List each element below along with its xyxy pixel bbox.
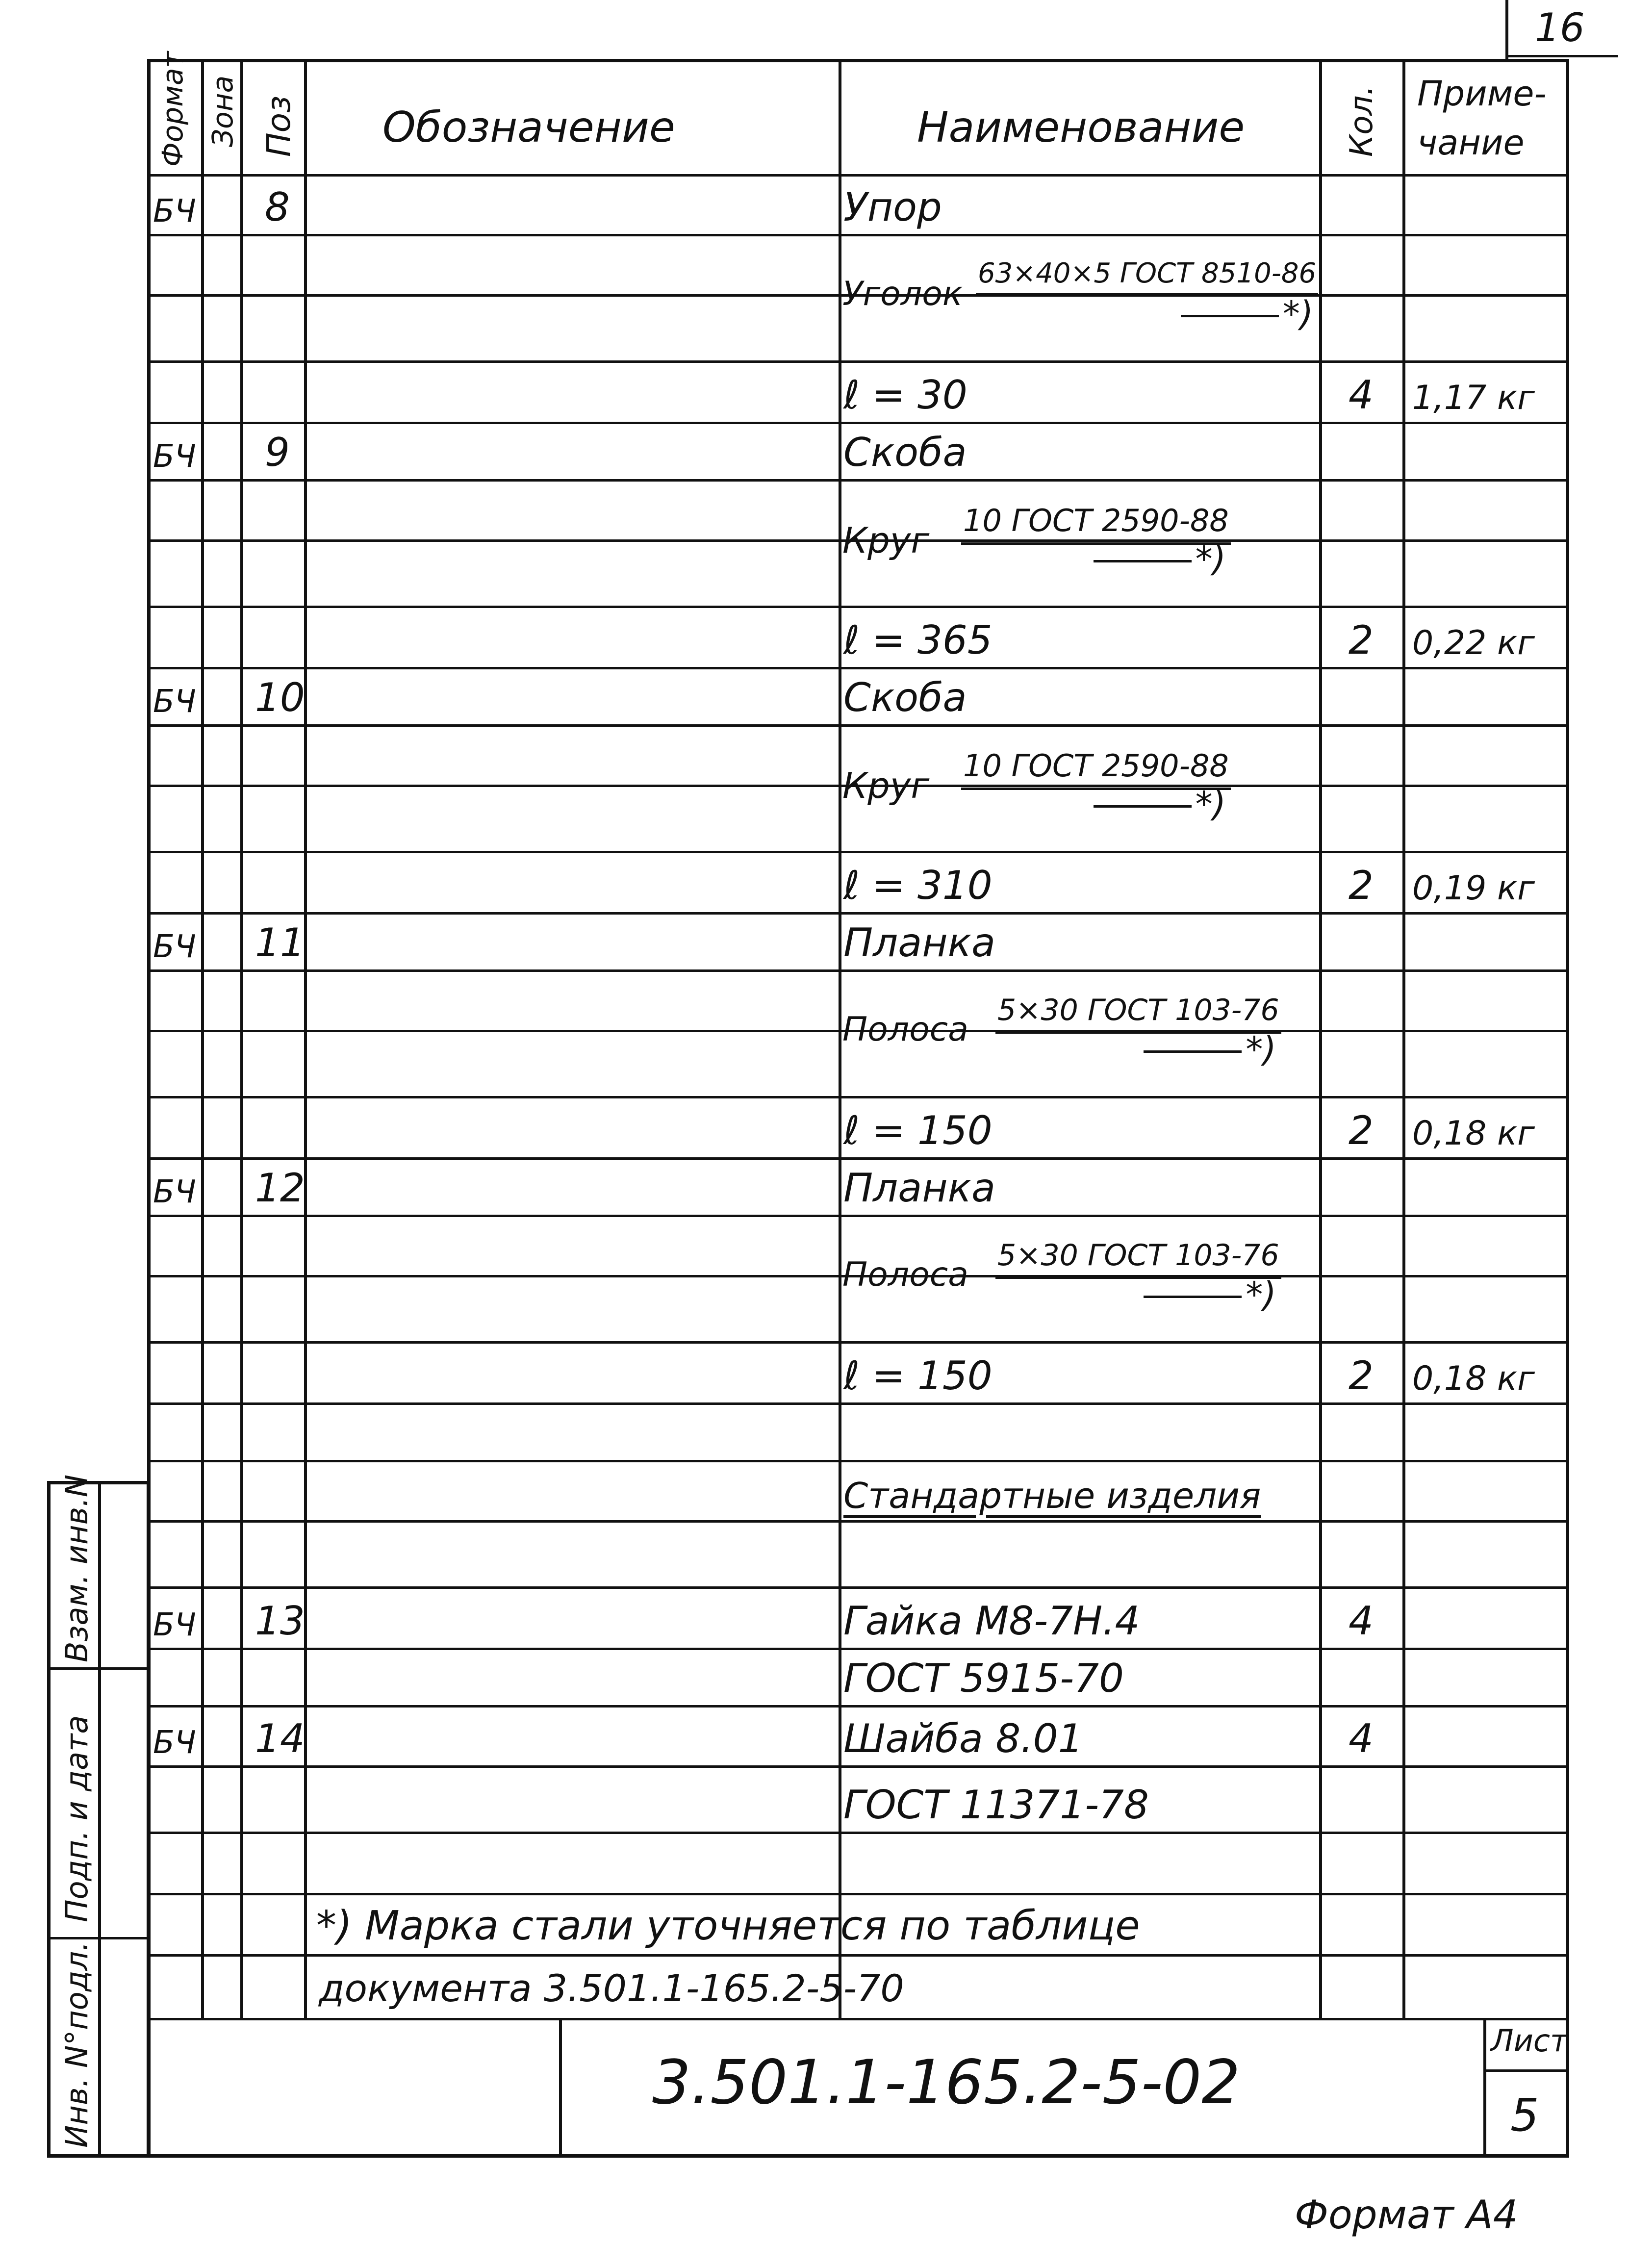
row-17-name: Гайка М8-7Н.4 — [843, 1598, 1140, 1644]
corner-divider — [1505, 0, 1508, 59]
row-line — [147, 234, 1569, 236]
row-19-pos: 14 — [255, 1716, 305, 1761]
header-format: Формат — [156, 51, 189, 167]
row-line — [147, 360, 1569, 363]
row-13-format: БЧ — [153, 1174, 196, 1210]
row-line — [147, 479, 1569, 482]
row-19-name: Шайба 8.01 — [843, 1716, 1083, 1761]
row-3-qty: 4 — [1349, 372, 1374, 418]
row-11-name-prefix: Полоса — [842, 1010, 968, 1049]
margin-divider-v — [98, 1481, 101, 2158]
row-17-qty: 4 — [1349, 1598, 1374, 1644]
row-line — [147, 1893, 1569, 1895]
row-8-name-numerator: 10 ГОСТ 2590-88 — [961, 748, 1231, 790]
footnote-line1: *) Марка стали уточняется по таблице — [316, 1903, 1140, 1949]
row-5-name-fraction — [961, 503, 1231, 579]
row-line — [147, 1520, 1569, 1523]
row-14-name-prefix: Полоса — [842, 1255, 968, 1294]
row-5-name-prefix: Круг — [842, 520, 930, 561]
row-6-qty: 2 — [1349, 617, 1374, 663]
row-7-pos: 10 — [255, 675, 305, 720]
col-line-name — [1319, 59, 1322, 2020]
row-14-name-numerator: 5×30 ГОСТ 103-76 — [995, 1238, 1281, 1279]
row-8-name-fraction — [961, 748, 1231, 824]
doc-number: 3.501.1-165.2-5-02 — [652, 2047, 1241, 2118]
row-line — [147, 851, 1569, 853]
row-12-qty: 2 — [1349, 1108, 1374, 1153]
sheet-number: 5 — [1510, 2089, 1539, 2141]
row-line — [147, 606, 1569, 608]
row-line — [147, 1705, 1569, 1707]
row-9-note: 0,19 кг — [1412, 869, 1535, 908]
row-1-name: Упор — [843, 184, 942, 230]
row-4-pos: 9 — [265, 430, 290, 475]
row-2-name-denominator: *) — [1282, 294, 1314, 334]
header-pos: Поз — [260, 95, 298, 157]
row-1-pos: 8 — [265, 184, 290, 230]
row-13-name: Планка — [843, 1165, 995, 1211]
footnote-line2: документа 3.501.1-165.2-5-70 — [319, 1966, 904, 2010]
row-4-format: БЧ — [153, 438, 196, 475]
row-14-name-fraction — [995, 1238, 1281, 1315]
row-2-name-prefix: Уголок — [842, 275, 963, 313]
corner-underline — [1505, 55, 1618, 57]
sheet-label: Лист — [1491, 2023, 1568, 2059]
row-15-note: 0,18 кг — [1412, 1359, 1535, 1398]
row-9-name: ℓ = 310 — [843, 863, 993, 908]
row-11-name-fraction — [995, 993, 1281, 1070]
row-15-qty: 2 — [1349, 1353, 1374, 1399]
row-line — [147, 1157, 1569, 1160]
row-17-pos: 13 — [255, 1598, 305, 1644]
row-line — [147, 724, 1569, 727]
title-block-sheet-left — [1483, 2018, 1486, 2158]
header-bottom-line — [147, 174, 1569, 177]
header-designation: Обозначение — [382, 103, 675, 152]
row-line — [147, 1832, 1569, 1834]
header-zone: Зона — [206, 75, 239, 147]
row-19-format: БЧ — [153, 1725, 196, 1761]
row-line — [147, 969, 1569, 972]
row-11-name-numerator: 5×30 ГОСТ 103-76 — [995, 993, 1281, 1034]
row-6-note: 0,22 кг — [1412, 624, 1535, 663]
margin-label-inv-subst: Взам. инв.N — [59, 1474, 95, 1662]
title-block-left — [559, 2018, 562, 2158]
row-7-format: БЧ — [153, 684, 196, 720]
row-19-qty: 4 — [1349, 1716, 1374, 1761]
row-line — [147, 1586, 1569, 1589]
row-15-name: ℓ = 150 — [843, 1353, 993, 1399]
row-10-name: Планка — [843, 920, 995, 966]
row-18-name: ГОСТ 5915-70 — [843, 1656, 1124, 1701]
row-1-format: БЧ — [153, 193, 196, 229]
sheet-corner-number: 16 — [1535, 5, 1585, 51]
row-line — [147, 1215, 1569, 1217]
row-4-name: Скоба — [843, 430, 967, 475]
header-note-line2: чание — [1417, 123, 1525, 163]
row-11-name-denominator: *) — [1246, 1029, 1276, 1070]
row-line — [147, 1648, 1569, 1650]
row-20-name: ГОСТ 11371-78 — [843, 1782, 1149, 1828]
row-line — [147, 1460, 1569, 1462]
col-line-designation — [839, 59, 841, 2020]
row-10-pos: 11 — [255, 920, 305, 966]
row-12-name: ℓ = 150 — [843, 1108, 993, 1153]
row-9-qty: 2 — [1349, 863, 1374, 908]
row-10-format: БЧ — [153, 929, 196, 965]
row-line — [147, 667, 1569, 669]
row-8-name-denominator: *) — [1195, 784, 1226, 824]
margin-label-sign-date: Подп. и дата — [59, 1715, 95, 1922]
title-block-sheet-mid — [1483, 2069, 1569, 2072]
row-17-format: БЧ — [153, 1607, 196, 1643]
row-5-name-denominator: *) — [1195, 539, 1226, 579]
row-3-note: 1,17 кг — [1412, 379, 1535, 417]
row-6-name: ℓ = 365 — [843, 617, 993, 663]
row-12-note: 0,18 кг — [1412, 1114, 1535, 1153]
row-3-name: ℓ = 30 — [843, 372, 967, 418]
format-label: Формат А4 — [1295, 2192, 1518, 2238]
header-qty: Кол. — [1344, 85, 1380, 157]
row-5-name-numerator: 10 ГОСТ 2590-88 — [961, 503, 1231, 545]
section-standard-items: Стандартные изделия — [843, 1475, 1261, 1516]
header-note-line1: Приме- — [1417, 74, 1547, 114]
row-14-name-denominator: *) — [1246, 1274, 1276, 1315]
row-line — [147, 422, 1569, 424]
row-line — [147, 1096, 1569, 1098]
margin-label-inv-orig: Инв. N°подл. — [59, 1941, 95, 2148]
row-line — [147, 912, 1569, 915]
col-line-qty — [1402, 59, 1405, 2020]
row-2-name-numerator: 63×40×5 ГОСТ 8510-86 — [976, 257, 1318, 296]
row-2-name-fraction — [976, 257, 1318, 334]
row-7-name: Скоба — [843, 675, 967, 720]
row-13-pos: 12 — [255, 1165, 305, 1211]
row-line — [147, 1402, 1569, 1405]
row-line — [147, 1341, 1569, 1344]
row-line — [147, 1765, 1569, 1768]
title-block-top — [147, 2018, 1569, 2020]
col-line-zone — [240, 59, 243, 2020]
header-name: Наименование — [917, 103, 1245, 152]
col-line-format — [201, 59, 204, 2020]
row-8-name-prefix: Круг — [842, 765, 930, 806]
